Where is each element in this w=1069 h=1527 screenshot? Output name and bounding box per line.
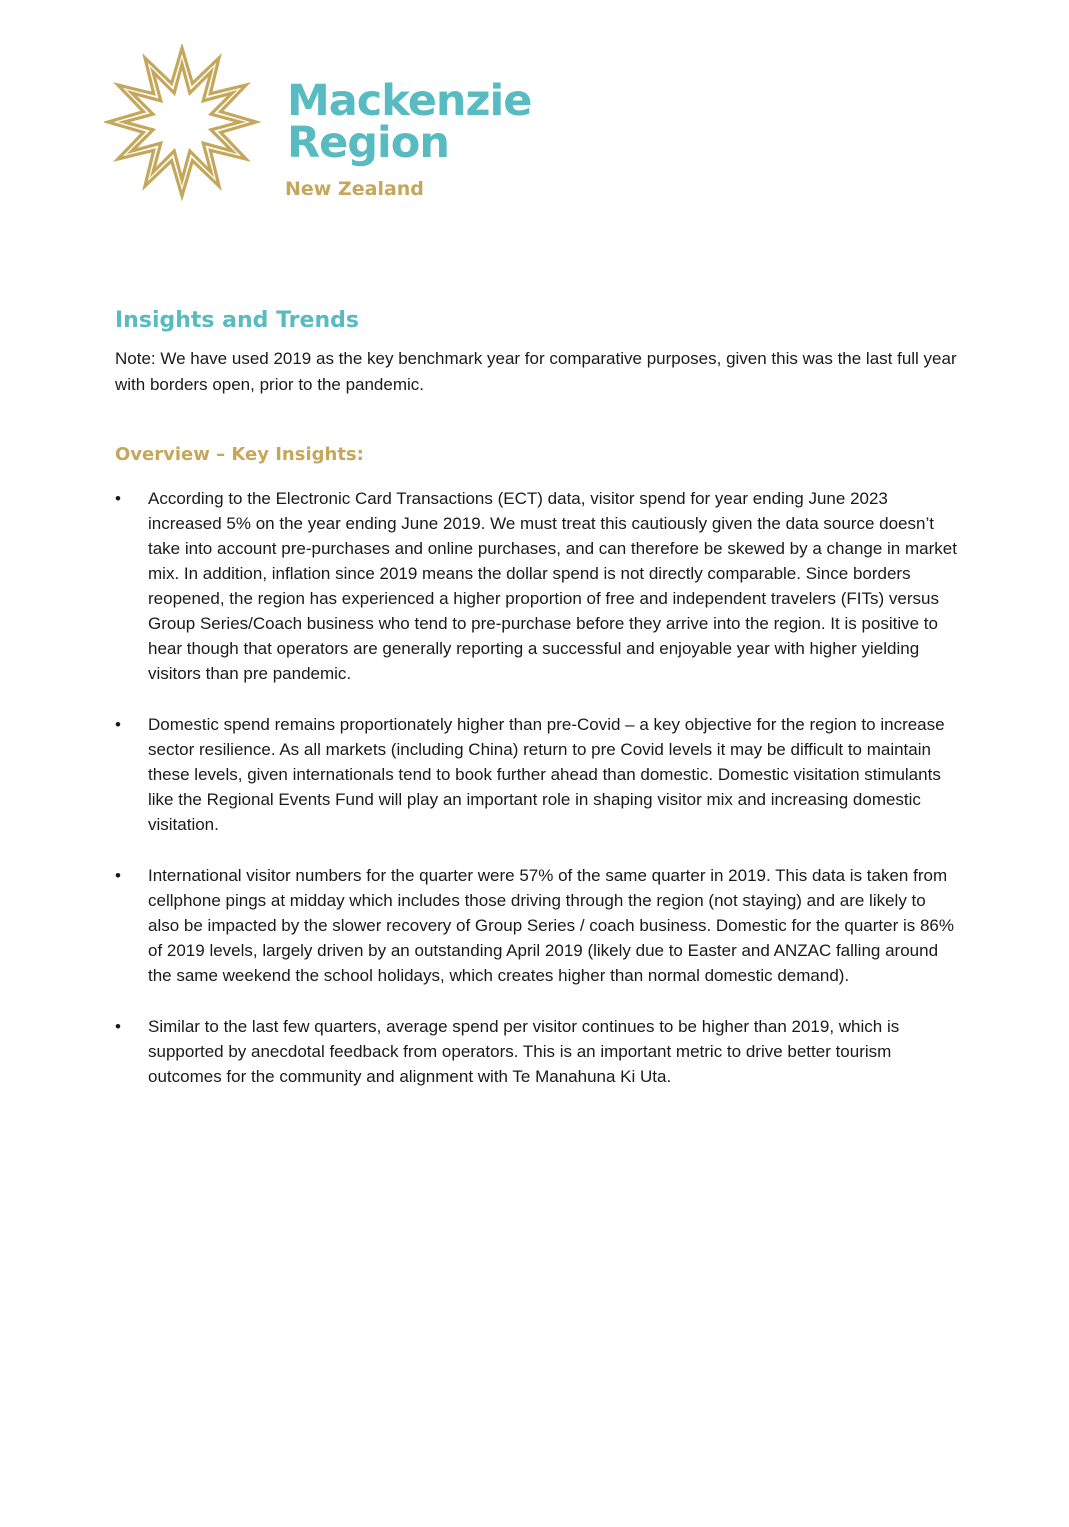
bullet-icon: • (115, 1017, 121, 1036)
list-item-text: Domestic spend remains proportionately higher than pre-Covid – a key objective for the region to increase sector resilience. As all markets (including China) return to pre Covid levels it may be difficult to maintain these levels, given internationals tend to book further ahead than domestic. Domestic visitation stimulants like the Regional Events Fund will play an important role in shaping visitor mix and increasing domestic visitation. (148, 715, 945, 834)
bullet-icon: • (115, 489, 121, 508)
list-item-text: According to the Electronic Card Transactions (ECT) data, visitor spend for year ending June 2023 increased 5% on the year ending June 2019. We must treat this cautiously given the data source doesn’t take into account pre-purchases and online purchases, and can therefore be skewed by a change in market mix. In addition, inflation since 2019 means the dollar spend is not directly comparable. Since borders reopened, the region has experienced a higher proportion of free and independent travelers (FITs) versus Group Series/Coach business who tend to pre-purchase before they arrive into the region. It is positive to hear though that operators are generally reporting a successful and enjoyable year with higher yielding visitors than pre pandemic. (148, 489, 957, 683)
section-title: Insights and Trends (115, 308, 359, 333)
benchmark-note: Note: We have used 2019 as the key benchmark year for comparative purposes, given this was the last full year with borders open, prior to the pandemic. (115, 349, 957, 394)
bullet-icon: • (115, 866, 121, 885)
list-item (115, 486, 960, 686)
list-item (115, 1014, 960, 1089)
bullet-icon: • (115, 715, 121, 734)
list-item (115, 712, 960, 837)
list-item-text: International visitor numbers for the quarter were 57% of the same quarter in 2019. This data is taken from cellphone pings at midday which includes those driving through the region (not staying) and are likely to also be impacted by the slower recovery of Group Series / coach business. Domestic for the quarter is 86% of 2019 levels, largely driven by an outstanding April 2019 (likely due to Easter and ANZAC falling around the same weekend the school holidays, which creates higher than normal domestic demand). (148, 866, 954, 985)
logo-title-line2: Region (287, 118, 449, 168)
main-content (115, 306, 960, 1115)
overview-title: Overview – Key Insights: (115, 444, 364, 465)
logo-subtitle: New Zealand (285, 178, 424, 200)
list-item (115, 863, 960, 988)
list-item-text: Similar to the last few quarters, average spend per visitor continues to be higher than 2019, which is supported by anecdotal feedback from operators. This is an important metric to drive better tourism outcomes for the community and alignment with Te Manahuna Ki Uta. (148, 1017, 900, 1086)
logo-title-line1: Mackenzie (287, 76, 532, 126)
insights-list (115, 486, 960, 1089)
mackenzie-region-logo (104, 44, 532, 202)
star-burst-logo-icon (104, 44, 264, 202)
